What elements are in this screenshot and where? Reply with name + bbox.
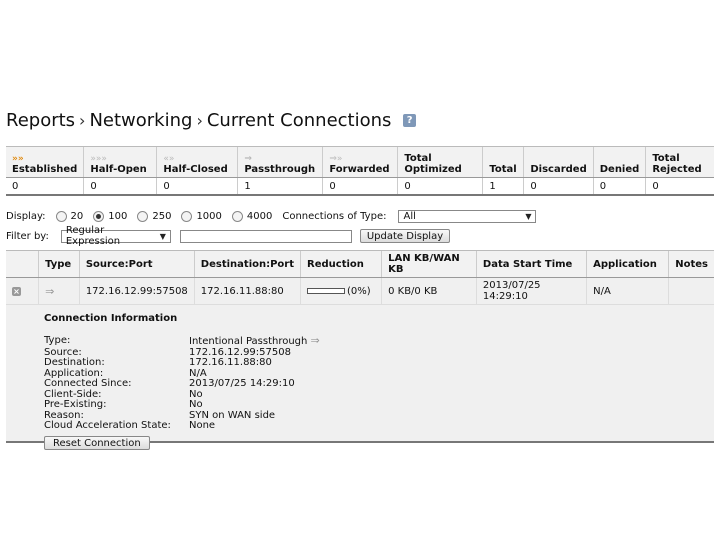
passthrough-icon: ⇒ xyxy=(244,154,252,164)
connections-table xyxy=(6,250,714,449)
summary-value: 0 xyxy=(398,178,483,196)
summary-header-forwarded xyxy=(323,147,398,178)
column-header-lan-wan-kb[interactable]: LAN KB/WAN KB xyxy=(382,251,477,278)
display-option-label: 100 xyxy=(108,210,128,222)
info-value: No xyxy=(189,388,203,400)
reset-connection-button[interactable]: Reset Connection xyxy=(44,436,150,450)
established-icon: »» xyxy=(12,154,24,164)
summary-header-total-optimized: Total Optimized xyxy=(398,147,483,178)
summary-header-label: Passthrough xyxy=(244,164,316,175)
collapse-cell xyxy=(6,278,39,305)
info-label: Type: xyxy=(44,335,71,346)
summary-value: 0 xyxy=(646,178,714,196)
connection-information-panel xyxy=(6,305,714,449)
filter-label: Filter by: xyxy=(6,230,49,242)
source-port-cell: 172.16.12.99:57508 xyxy=(79,278,194,305)
connections-header-row xyxy=(6,251,714,278)
summary-value: 0 xyxy=(323,178,398,196)
info-label: Pre-Existing: xyxy=(44,399,107,410)
chevron-down-icon: ▼ xyxy=(525,211,532,221)
info-value-type xyxy=(189,336,409,348)
column-header-type[interactable]: Type xyxy=(39,251,80,278)
summary-header-established xyxy=(6,147,84,178)
summary-header-discarded: Discarded xyxy=(524,147,593,178)
display-option-label: 20 xyxy=(70,210,84,222)
summary-header-label: Forwarded xyxy=(329,164,390,175)
chevron-down-icon: ▼ xyxy=(159,231,166,241)
column-header-application[interactable]: Application xyxy=(587,251,669,278)
info-label: Reason: xyxy=(44,409,84,421)
summary-value: 0 xyxy=(6,178,84,196)
summary-value: 1 xyxy=(483,178,524,196)
info-label: Source: xyxy=(44,346,82,358)
info-value: N/A xyxy=(189,367,207,379)
column-header-destination-port[interactable]: Destination:Port xyxy=(194,251,300,278)
display-radio-250[interactable] xyxy=(137,211,148,222)
update-display-button[interactable]: Update Display xyxy=(360,229,450,243)
reduction-value: (0%) xyxy=(347,285,371,297)
info-value: 172.16.11.88:80 xyxy=(189,357,272,368)
passthrough-arrow-icon: ⇒ xyxy=(45,284,55,298)
display-row xyxy=(6,207,536,225)
summary-header-label: Half-Closed xyxy=(163,164,228,175)
lan-wan-cell: 0 KB/0 KB xyxy=(382,278,477,305)
display-controls xyxy=(6,207,536,245)
notes-cell xyxy=(669,278,714,305)
connection-type-value: All xyxy=(403,210,416,222)
info-value: None xyxy=(189,420,216,431)
summary-header-passthrough xyxy=(238,147,323,178)
breadcrumb-current-connections: Current Connections xyxy=(206,110,392,131)
summary-header-label: Half-Open xyxy=(90,164,147,175)
info-label: Application: xyxy=(44,367,104,379)
filter-input[interactable] xyxy=(180,230,352,243)
column-header-data-start-time[interactable]: Data Start Time xyxy=(476,251,586,278)
breadcrumb-reports[interactable]: Reports xyxy=(6,110,76,131)
display-option-label: 1000 xyxy=(196,210,222,222)
reduction-cell xyxy=(301,278,382,305)
summary-header-denied: Denied xyxy=(593,147,646,178)
filter-mode-select[interactable] xyxy=(61,225,171,247)
summary-values-row xyxy=(6,178,714,196)
breadcrumb-separator: › xyxy=(196,111,203,130)
connection-info-fields xyxy=(44,336,714,432)
filter-row xyxy=(6,227,536,245)
connection-detail-cell xyxy=(6,305,714,449)
summary-header-row xyxy=(6,147,714,178)
type-cell xyxy=(39,278,80,305)
page-title xyxy=(6,110,416,131)
info-label: Destination: xyxy=(44,357,105,368)
application-cell: N/A xyxy=(587,278,669,305)
destination-port-cell: 172.16.11.88:80 xyxy=(194,278,300,305)
display-radio-1000[interactable] xyxy=(181,211,192,222)
display-radio-20[interactable] xyxy=(56,211,67,222)
summary-header-half-open xyxy=(84,147,157,178)
info-value: 172.16.12.99:57508 xyxy=(189,346,291,358)
info-value: 2013/07/25 14:29:10 xyxy=(189,378,295,389)
connection-type-select[interactable] xyxy=(398,210,536,223)
passthrough-arrow-icon: ⇒ xyxy=(310,334,320,347)
display-option-label: 250 xyxy=(152,210,172,222)
info-label: Cloud Acceleration State: xyxy=(44,420,171,431)
summary-value: 0 xyxy=(84,178,157,196)
half-open-icon: »»» xyxy=(90,154,107,164)
summary-header-label: Established xyxy=(12,164,78,175)
column-header-reduction[interactable]: Reduction xyxy=(301,251,382,278)
reduction-bar xyxy=(307,288,345,294)
help-icon[interactable]: ? xyxy=(403,114,416,127)
info-value: Intentional Passthrough xyxy=(189,336,308,347)
breadcrumb-networking[interactable]: Networking xyxy=(89,110,193,131)
summary-header-total-rejected: Total Rejected xyxy=(646,147,714,178)
column-header-expand xyxy=(6,251,39,278)
start-time-cell: 2013/07/25 14:29:10 xyxy=(476,278,586,305)
connection-summary-table xyxy=(6,146,714,196)
column-header-notes[interactable]: Notes xyxy=(669,251,714,278)
display-radio-4000[interactable] xyxy=(232,211,243,222)
summary-header-half-closed xyxy=(157,147,238,178)
summary-value: 0 xyxy=(524,178,593,196)
connections-of-type-label: Connections of Type: xyxy=(282,210,387,222)
display-label: Display: xyxy=(6,210,46,222)
info-value: SYN on WAN side xyxy=(189,409,276,421)
close-icon[interactable]: × xyxy=(13,286,20,296)
summary-value: 0 xyxy=(157,178,238,196)
connection-information-title: Connection Information xyxy=(44,313,178,324)
summary-value: 0 xyxy=(593,178,646,196)
info-label: Client-Side: xyxy=(44,388,102,400)
summary-header-total: Total xyxy=(483,147,524,178)
filter-mode-value: Regular Expression xyxy=(65,225,121,247)
breadcrumb-separator: › xyxy=(79,111,86,130)
info-label: Connected Since: xyxy=(44,378,132,389)
summary-value: 1 xyxy=(238,178,323,196)
connection-detail-row xyxy=(6,305,714,443)
info-value: No xyxy=(189,399,203,410)
table-row[interactable] xyxy=(6,278,714,305)
half-closed-icon: «» xyxy=(163,154,175,164)
forwarded-icon: ⇒» xyxy=(329,154,343,164)
column-header-source-port[interactable]: Source:Port xyxy=(79,251,194,278)
display-radio-100[interactable] xyxy=(93,211,104,222)
display-option-label: 4000 xyxy=(246,210,273,222)
